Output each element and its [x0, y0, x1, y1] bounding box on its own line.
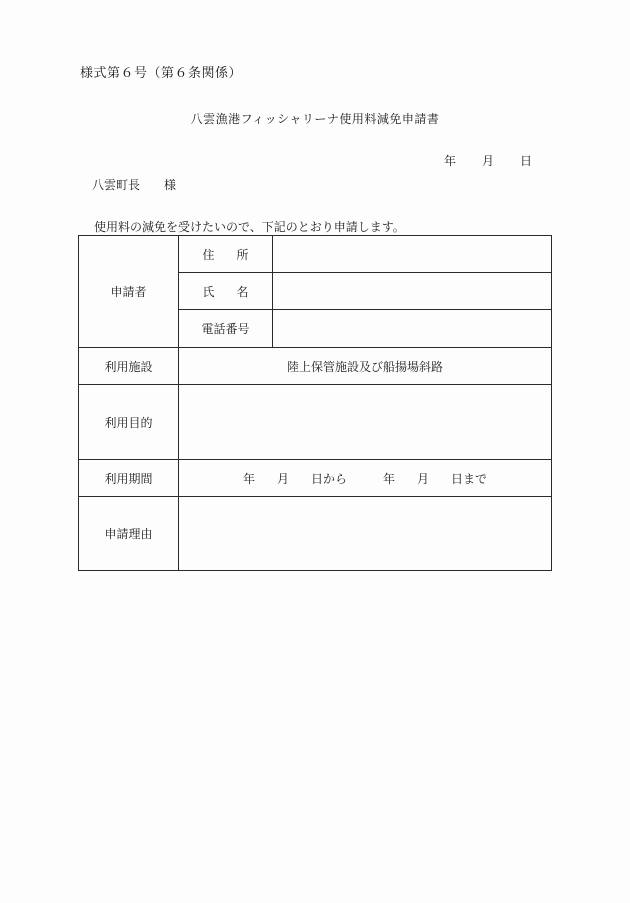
applicant-label: 申請者: [110, 285, 147, 299]
period-day-to: 日まで: [451, 471, 488, 486]
application-table: [78, 235, 552, 571]
date-month-label: 月: [481, 154, 494, 168]
reason-field[interactable]: [179, 497, 552, 571]
period-field[interactable]: [179, 460, 552, 497]
phone-field[interactable]: [273, 310, 552, 348]
reason-label: 申請理由: [104, 527, 153, 541]
name-label-1: 氏: [202, 284, 215, 299]
facility-value-cell: [179, 348, 552, 385]
purpose-label: 利用目的: [104, 415, 153, 430]
date-line: [444, 152, 532, 169]
facility-label: 利用施設: [104, 359, 153, 374]
facility-value: 陸上保管施設及び船揚場斜路: [286, 359, 443, 374]
addressee: [92, 176, 176, 193]
period-month-to: 月: [417, 471, 430, 486]
intro-text: 使用料の減免を受けたいので、下記のとおり申請します。: [94, 220, 405, 234]
name-label-2: 名: [236, 284, 249, 299]
purpose-label-cell: [79, 385, 179, 460]
period-year-to: 年: [383, 471, 396, 486]
period-day-from: 日から: [310, 471, 347, 486]
date-day-label: 日: [519, 154, 532, 168]
addressee-honorific: 様: [164, 178, 177, 192]
purpose-field[interactable]: [179, 385, 552, 460]
facility-label-cell: [79, 348, 179, 385]
applicant-label-cell: [79, 236, 179, 348]
name-label-cell: [179, 273, 273, 310]
address-label-cell: [179, 236, 273, 273]
phone-label-cell: [179, 310, 273, 348]
name-field[interactable]: [273, 273, 552, 310]
addressee-name: 八雲町長: [92, 178, 141, 192]
document-title: 八雲漁港フィッシャリーナ使用料減免申請書: [190, 112, 440, 126]
date-year-label: 年: [443, 154, 456, 168]
period-month-from: 月: [276, 471, 289, 486]
address-label-1: 住: [202, 247, 215, 262]
address-field[interactable]: [273, 236, 552, 273]
reason-label-cell: [79, 497, 179, 571]
phone-label: 電話番号: [201, 322, 250, 336]
period-label-cell: [79, 460, 179, 497]
form-number: 様式第６号（第６条関係）: [80, 66, 243, 81]
period-label: 利用期間: [104, 471, 153, 486]
period-year-from: 年: [242, 471, 255, 486]
address-label-2: 所: [236, 247, 249, 262]
